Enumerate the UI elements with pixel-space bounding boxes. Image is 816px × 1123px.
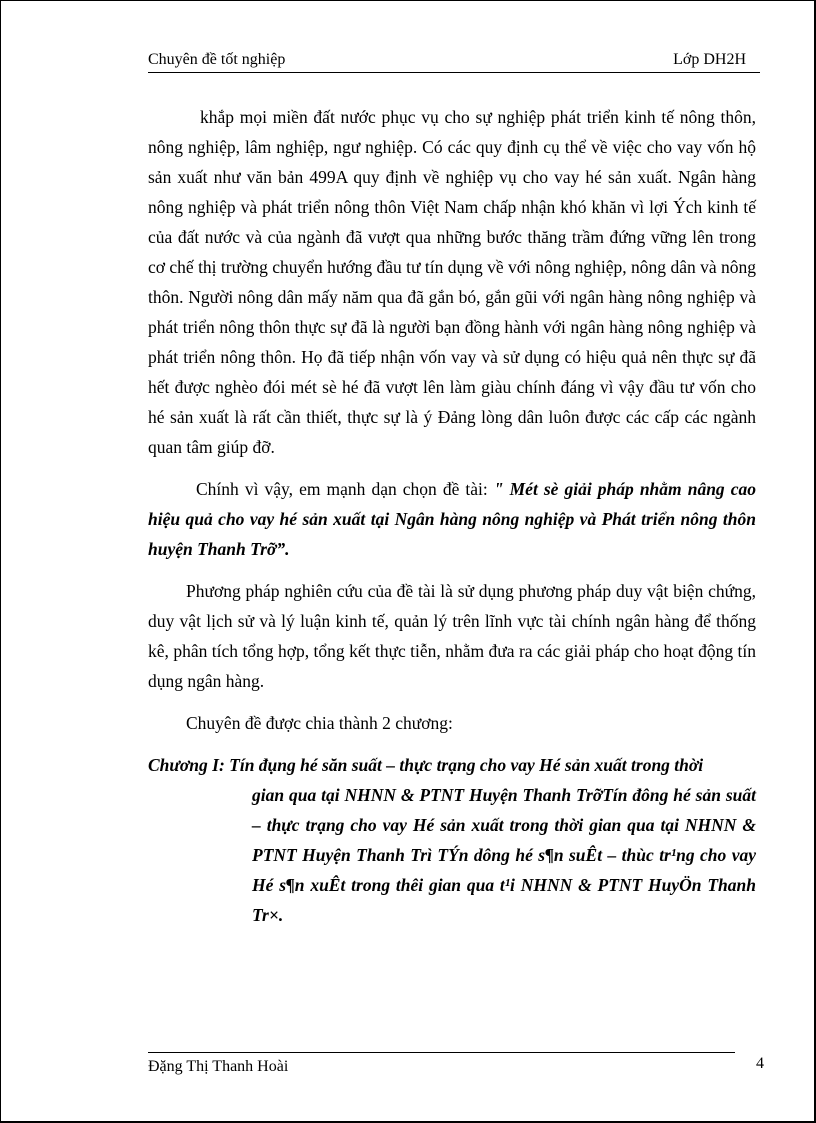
chapter-1-entry — [148, 750, 756, 930]
paragraph-method: Phương pháp nghiên cứu của đề tài là sử dụng phương pháp duy vật biện chứng, duy vật lịch sử và lý luận kinh tế, quản lý trên lĩnh vực tài chính ngân hàng để thống kê, phân tích tổng hợp, tổng kết thực tiễn, nhằm đưa ra các giải pháp cho hoạt động tín dụng ngân hàng. — [148, 581, 756, 691]
chapter-1-label: Chương I: Tín đụng hé săn suất – thực trạng cho vay Hé sản xuất trong thời — [148, 755, 704, 775]
page-header — [148, 48, 760, 73]
page-number: 4 — [756, 1055, 764, 1072]
topic-lead-text: Chính vì vậy, em mạnh dạn chọn đề tài: — [196, 479, 494, 499]
paragraph-chapters-intro: Chuyên đề được chia thành 2 chương: — [186, 713, 453, 733]
header-class: Lớp DH2H — [673, 51, 746, 68]
topic-title: " Mét sè giải pháp nhằm nâng cao hiệu quả cho vay hé sản xuất tại Ngân hàng nông nghiệp và Phát triển nông thôn huyện Thanh Trỡ”. — [148, 479, 756, 559]
chapter-1-rest: gian qua tại NHNN & PTNT Huyện Thanh TrỡTín đông hé sản suất – thực trạng cho vay Hé sản xuất trong thời gian qua tại NHNN & PTNT Huyện Thanh Trì TÝn dông hé s¶n suÊt – thùc tr¹ng cho vay Hé s¶n xuÊt trong thêi gian qua t¹i NHNN & PTNT HuyÖn Thanh Tr×. — [252, 785, 756, 925]
paragraph-1: khắp mọi miền đất nước phục vụ cho sự nghiệp phát triển kinh tế nông thôn, nông nghiệp, lâm nghiệp, ngư nghiệp. Có các quy định cụ thể về việc cho vay vốn hộ sản xuất như văn bản 499A quy định về nghiệp vụ cho vay hé sản xuất. Ngân hàng nông nghiệp và phát triển nông thôn Việt Nam chấp nhận khó khăn vì lợi Ých kinh tế của đất nước và của ngành đã vượt qua những bước thăng trầm đứng vững lên trong cơ chế thị trường chuyển hướng đầu tư tín dụng về với nông nghiệp, nông dân và nông thôn. Người nông dân mấy năm qua đã gắn bó, gắn gũi với ngân hàng nông nghiệp và phát triển nông thôn thực sự đã là người bạn đồng hành với ngân hàng nông nghiệp và phát triển nông thôn. Họ đã tiếp nhận vốn vay và sử dụng có hiệu quả nên thực sự đã hết được nghèo đói mét sè hé đã vượt lên làm giàu chính đáng vì vậy đầu tư vốn cho hé sản xuất là rất cần thiết, thực sự là ý Đảng lòng dân luôn được các cấp các ngành quan tâm giúp đỡ. — [148, 107, 756, 457]
header-document-type: Chuyên đề tốt nghiệp — [148, 51, 286, 68]
paragraph-topic — [148, 474, 756, 564]
footer-divider — [148, 1052, 735, 1053]
page-body — [148, 102, 756, 930]
footer-author: Đặng Thị Thanh Hoài — [148, 1058, 289, 1075]
